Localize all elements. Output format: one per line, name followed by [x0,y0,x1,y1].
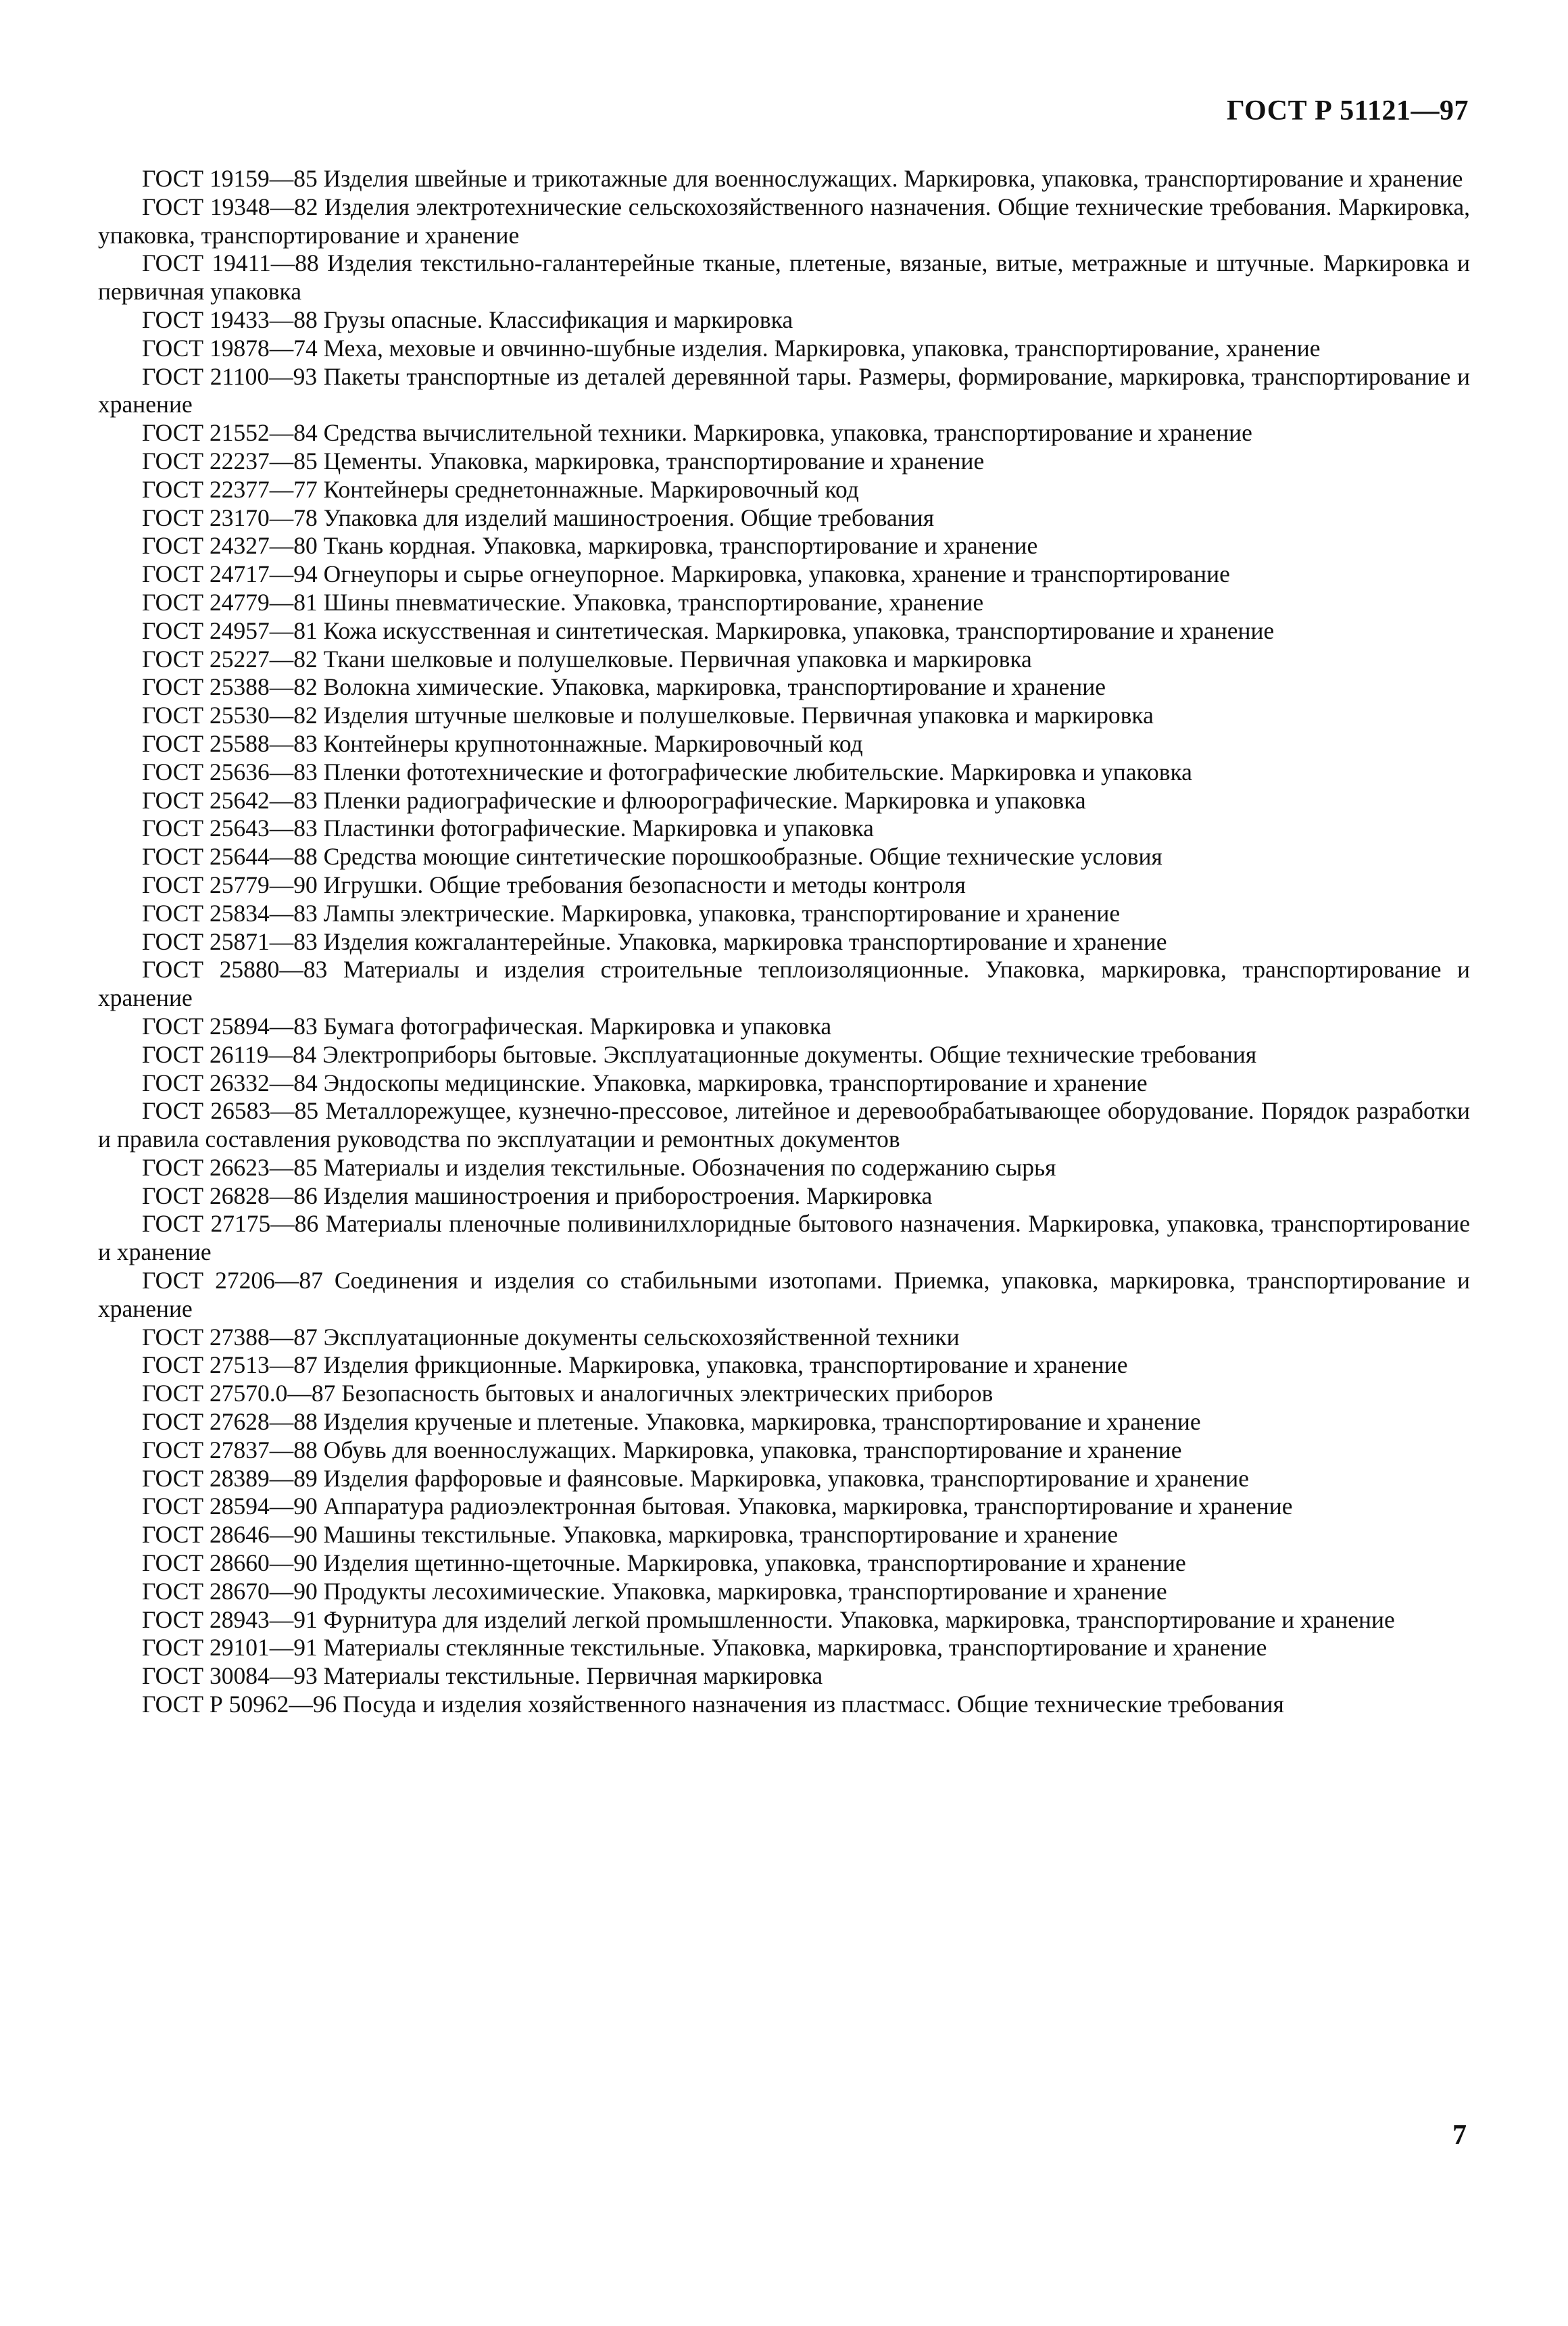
standard-entry: ГОСТ 26828—86 Изделия машиностроения и приборостроения. Маркировка [142,1182,933,1209]
standard-entry: ГОСТ 25643—83 Пластинки фотографические. Маркировка и упаковка [142,815,874,842]
standard-entry: ГОСТ 26583—85 Металлорежущее, кузнечно-прессовое, литейное и деревообрабатывающее оборудование. Порядок разработки и правила составления руководства по эксплуатации и ремонтных документов [98,1097,1470,1153]
standard-entry: ГОСТ 24717—94 Огнеупоры и сырье огнеупорное. Маркировка, упаковка, хранение и транспортирование [142,560,1230,588]
standards-list [98,165,1470,1719]
standard-entry: ГОСТ 26119—84 Электроприборы бытовые. Эксплуатационные документы. Общие технические требования [142,1040,1257,1068]
standard-entry: ГОСТ 26332—84 Эндоскопы медицинские. Упаковка, маркировка, транспортирование и хранение [142,1069,1148,1096]
standard-entry: ГОСТ 27837—88 Обувь для военнослужащих. Маркировка, упаковка, транспортирование и хранение [142,1436,1182,1463]
standard-entry: ГОСТ 24779—81 Шины пневматические. Упаковка, транспортирование, хранение [142,588,984,616]
standard-entry: ГОСТ 25636—83 Пленки фототехнические и фотографические любительские. Маркировка и упаковка [142,758,1192,785]
standard-entry: ГОСТ 25642—83 Пленки радиографические и флюорографические. Маркировка и упаковка [142,786,1086,814]
standard-entry: ГОСТ 19433—88 Грузы опасные. Классификация и маркировка [142,306,793,333]
standard-entry: ГОСТ 25894—83 Бумага фотографическая. Маркировка и упаковка [142,1012,832,1040]
standard-entry: ГОСТ 25880—83 Материалы и изделия строительные теплоизоляционные. Упаковка, маркировка, транспортирование и хранение [98,956,1470,1012]
standard-entry: ГОСТ 26623—85 Материалы и изделия текстильные. Обозначения по содержанию сырья [142,1153,1056,1181]
standard-entry: ГОСТ 19411—88 Изделия текстильно-галантерейные тканые, плетеные, вязаные, витые, метражные и штучные. Маркировка и первичная упаковка [98,249,1470,306]
standard-entry: ГОСТ 27175—86 Материалы пленочные поливинилхлоридные бытового назначения. Маркировка, упаковка, транспортирование и хранение [98,1210,1470,1266]
standard-entry: ГОСТ 27388—87 Эксплуатационные документы сельскохозяйственной техники [142,1323,960,1351]
standard-entry: ГОСТ 30084—93 Материалы текстильные. Первичная маркировка [142,1662,823,1690]
standard-entry: ГОСТ 25388—82 Волокна химические. Упаковка, маркировка, транспортирование и хранение [142,673,1106,701]
standard-entry: ГОСТ 19159—85 Изделия швейные и трикотажные для военнослужащих. Маркировка, упаковка, транспортирование и хранение [142,165,1463,192]
standard-entry: ГОСТ 28594—90 Аппаратура радиоэлектронная бытовая. Упаковка, маркировка, транспортирование и хранение [142,1493,1293,1520]
standard-entry: ГОСТ 25530—82 Изделия штучные шелковые и полушелковые. Первичная упаковка и маркировка [142,702,1154,729]
standard-entry: ГОСТ 19878—74 Меха, меховые и овчинно-шубные изделия. Маркировка, упаковка, транспортирование, хранение [142,334,1321,362]
standard-entry: ГОСТ 28670—90 Продукты лесохимические. Упаковка, маркировка, транспортирование и хранение [142,1577,1167,1605]
standard-entry: ГОСТ 27206—87 Соединения и изделия со стабильными изотопами. Приемка, упаковка, маркировка, транспортирование и хранение [98,1267,1470,1322]
standard-entry: ГОСТ 21100—93 Пакеты транспортные из деталей деревянной тары. Размеры, формирование, маркировка, транспортирование и хранение [98,362,1470,418]
standard-entry: ГОСТ 28660—90 Изделия щетинно-щеточные. Маркировка, упаковка, транспортирование и хранение [142,1549,1186,1577]
standard-entry: ГОСТ 25227—82 Ткани шелковые и полушелковые. Первичная упаковка и маркировка [142,645,1032,673]
standard-entry: ГОСТ 25871—83 Изделия кожгалантерейные. Упаковка, маркировка транспортирование и хранение [142,927,1167,955]
standard-entry: ГОСТ 25644—88 Средства моющие синтетические порошкообразные. Общие технические условия [142,843,1162,871]
standard-entry: ГОСТ 21552—84 Средства вычислительной техники. Маркировка, упаковка, транспортирование и хранение [142,419,1252,447]
standard-entry: ГОСТ 23170—78 Упаковка для изделий машиностроения. Общие требования [142,504,935,531]
standard-entry: ГОСТ 22237—85 Цементы. Упаковка, маркировка, транспортирование и хранение [142,447,985,475]
standard-entry: ГОСТ 25834—83 Лампы электрические. Маркировка, упаковка, транспортирование и хранение [142,899,1121,927]
standard-entry: ГОСТ 25588—83 Контейнеры крупнотоннажные. Маркировочный код [142,729,863,757]
standard-entry: ГОСТ 24957—81 Кожа искусственная и синтетическая. Маркировка, упаковка, транспортирование и хранение [142,616,1275,644]
page-number: 7 [1452,2120,1467,2151]
standard-entry: ГОСТ 28389—89 Изделия фарфоровые и фаянсовые. Маркировка, упаковка, транспортирование и хранение [142,1464,1249,1492]
standard-entry: ГОСТ 27570.0—87 Безопасность бытовых и аналогичных электрических приборов [142,1380,994,1407]
standard-entry: ГОСТ 27628—88 Изделия крученые и плетеные. Упаковка, маркировка, транспортирование и хранение [142,1408,1201,1436]
standard-entry: ГОСТ 19348—82 Изделия электротехнические сельскохозяйственного назначения. Общие технические требования. Маркировка, упаковка, транспортирование и хранение [98,193,1470,249]
standard-entry: ГОСТ 29101—91 Материалы стеклянные текстильные. Упаковка, маркировка, транспортирование и хранение [142,1634,1267,1662]
standard-entry: ГОСТ 25779—90 Игрушки. Общие требования безопасности и методы контроля [142,871,966,898]
document-header: ГОСТ Р 51121—97 [1226,95,1469,126]
standard-entry: ГОСТ 24327—80 Ткань кордная. Упаковка, маркировка, транспортирование и хранение [142,532,1038,560]
standard-entry: ГОСТ 28943—91 Фурнитура для изделий легкой промышленности. Упаковка, маркировка, транспортирование и хранение [142,1605,1395,1633]
standard-entry: ГОСТ Р 50962—96 Посуда и изделия хозяйственного назначения из пластмасс. Общие технические требования [142,1691,1284,1718]
standard-entry: ГОСТ 27513—87 Изделия фрикционные. Маркировка, упаковка, транспортирование и хранение [142,1351,1128,1379]
standard-entry: ГОСТ 22377—77 Контейнеры среднетоннажные. Маркировочный код [142,475,859,503]
standard-entry: ГОСТ 28646—90 Машины текстильные. Упаковка, маркировка, транспортирование и хранение [142,1521,1119,1549]
